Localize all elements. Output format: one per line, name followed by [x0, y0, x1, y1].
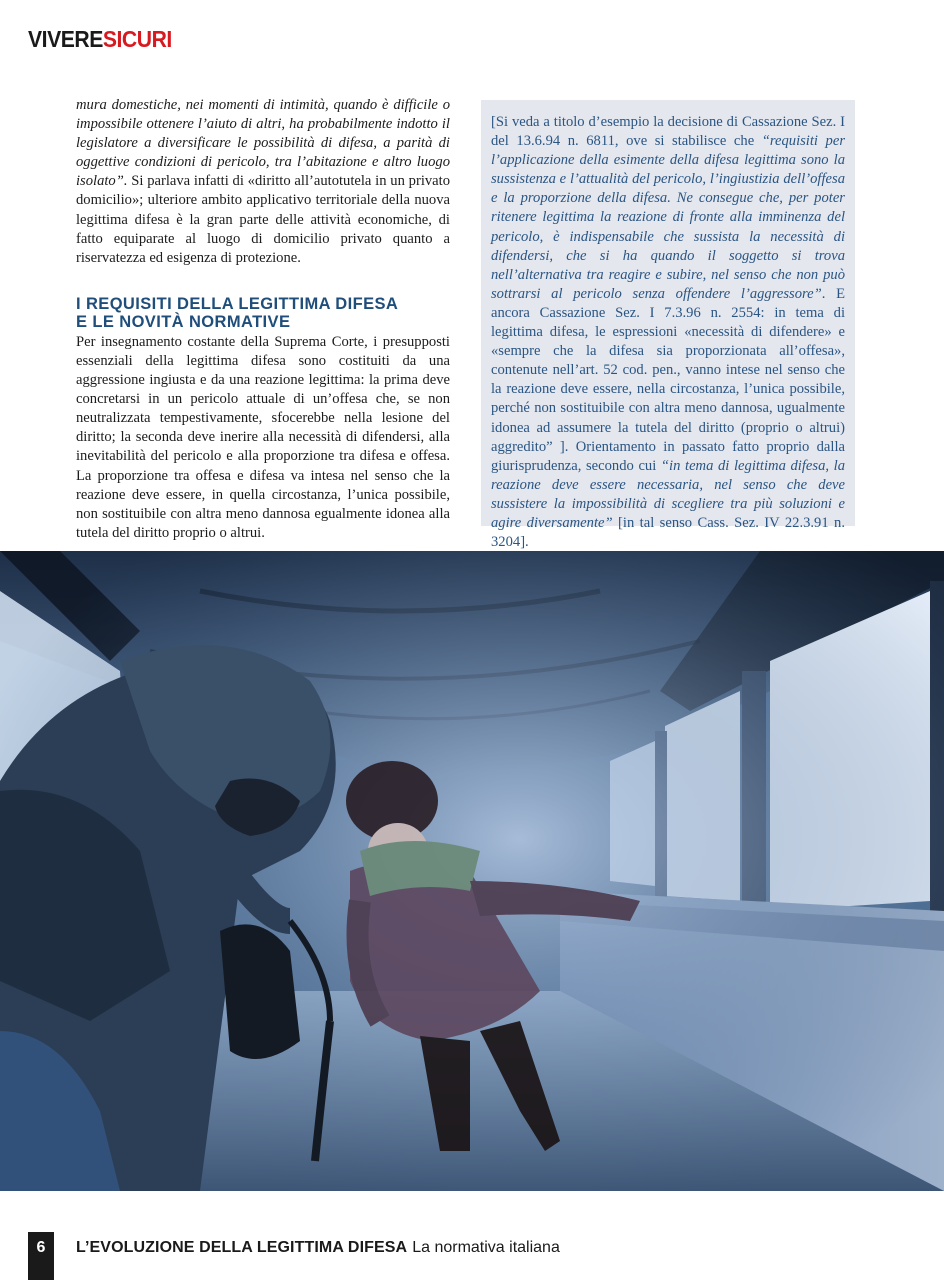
- left-column: [76, 96, 450, 543]
- assault-scene-illustration: [0, 551, 944, 1191]
- body-paragraph: Per insegnamento costante della Suprema Corte, i presupposti essenziali della legittima difesa sono costituiti da una aggressione ingiusta e da una reazione legittima: la prima deve concretarsi in un pericolo attuale di un’offesa che, se non neutralizzata tempestivamente, sfocerebbe nella lesione del diritto; la seconda deve inerire alla necessità di difendersi, alla inevitabilità del pericolo e alla proporzione tra difesa e offesa. La proporzione tra offesa e difesa va intesa nel senso che la reazione deve essere, in quella circostanza, l’unica possibile, non sostituibile con altra meno dannosa egualmente idonea alla tutela del diritto proprio o altrui.: [76, 333, 450, 541]
- masthead-logo: [28, 28, 172, 51]
- intro-text: Si parlava infatti di «diritto all’autotutela in un privato domicilio»; ulteriore ambito applicativo territoriale della nuova legittima difesa è la gran parte delle attività economiche, di fatto equiparate al luogo di domicilio privato quanto a riservatezza ed esigenza di protezione.: [76, 173, 450, 266]
- sidebox-quote-1: “requisiti per l’applicazione della esimente della difesa legittima sono la sussistenza e l’attualità del pericolo, l’ingiustizia dell’offesa e la proporzione della difesa. Ne consegue che, per poter ritenere legittima la reazione di fronte alla imminenza del pericolo, è indispensabile che sussista la necessità di difendersi, che si ha quando il soggetto si trova nell’alternativa tra reagire e subire, nel senso che non può sottrarsi al pericolo senza offendere l’aggressore”: [491, 133, 845, 302]
- sidebox-text-1: [Si veda a titolo d’esempio la decisione di Cassazione Sez. I del 13.6.94 n. 6811, ove si stabilisce che: [491, 114, 845, 150]
- footer-subtitle: La normativa italiana: [412, 1239, 560, 1256]
- intro-quote: mura domestiche, nei momenti di intimità, quando è difficile o impossibile ottenere l’aiuto di altri, ha probabilmente indotto il legislatore a diversificare le possibilità di difesa, a parità di oggettive condizioni di pericolo, tra l’abitazione e altro luogo isolato”.: [76, 97, 450, 190]
- footer-title: [76, 1239, 560, 1257]
- case-law-sidebox: [481, 100, 855, 551]
- intro-paragraph: [76, 96, 450, 268]
- section-heading-line1: I REQUISITI DELLA LEGITTIMA DIFESA: [76, 294, 399, 313]
- article-photo: [0, 551, 944, 1191]
- sidebox-text-3: [in tal senso Cass. Sez. IV 22.3.91 n. 3204].: [491, 514, 845, 551]
- page-number: 6: [28, 1232, 54, 1280]
- section-heading-line2: E LE NOVITÀ NORMATIVE: [76, 312, 291, 331]
- masthead-part1: VIVERE: [28, 26, 103, 52]
- sidebox-quote-2: “in tema di legittima difesa, la reazione deve essere necessaria, nel senso che deve sussistere la impossibilità di scegliere tra più soluzioni e agire diversamente”: [491, 457, 845, 531]
- sidebox-text-2: . E ancora Cassazione Sez. I 7.3.96 n. 2554: in tema di legittima difesa, le espressioni «necessità di difendere» e «sempre che la difesa sia proporzionata all’offesa», contenute nell’art. 52 cod. pen., vanno intese nel senso che la reazione deve essere, nella circostanza, l’unica possibile, perché non sostituibile con altra meno dannosa, ugualmente idonea ad assumere la tutela del diritto (proprio o altrui) aggredito” ]. Orientamento in passato fatto proprio dalla giurisprudenza, secondo cui: [491, 285, 845, 474]
- page-footer: [0, 1232, 944, 1280]
- sidebox-paragraph: [491, 113, 845, 552]
- section-heading: [76, 295, 450, 331]
- footer-section-title: L’EVOLUZIONE DELLA LEGITTIMA DIFESA: [76, 1239, 408, 1256]
- masthead-part2: SICURI: [102, 26, 172, 52]
